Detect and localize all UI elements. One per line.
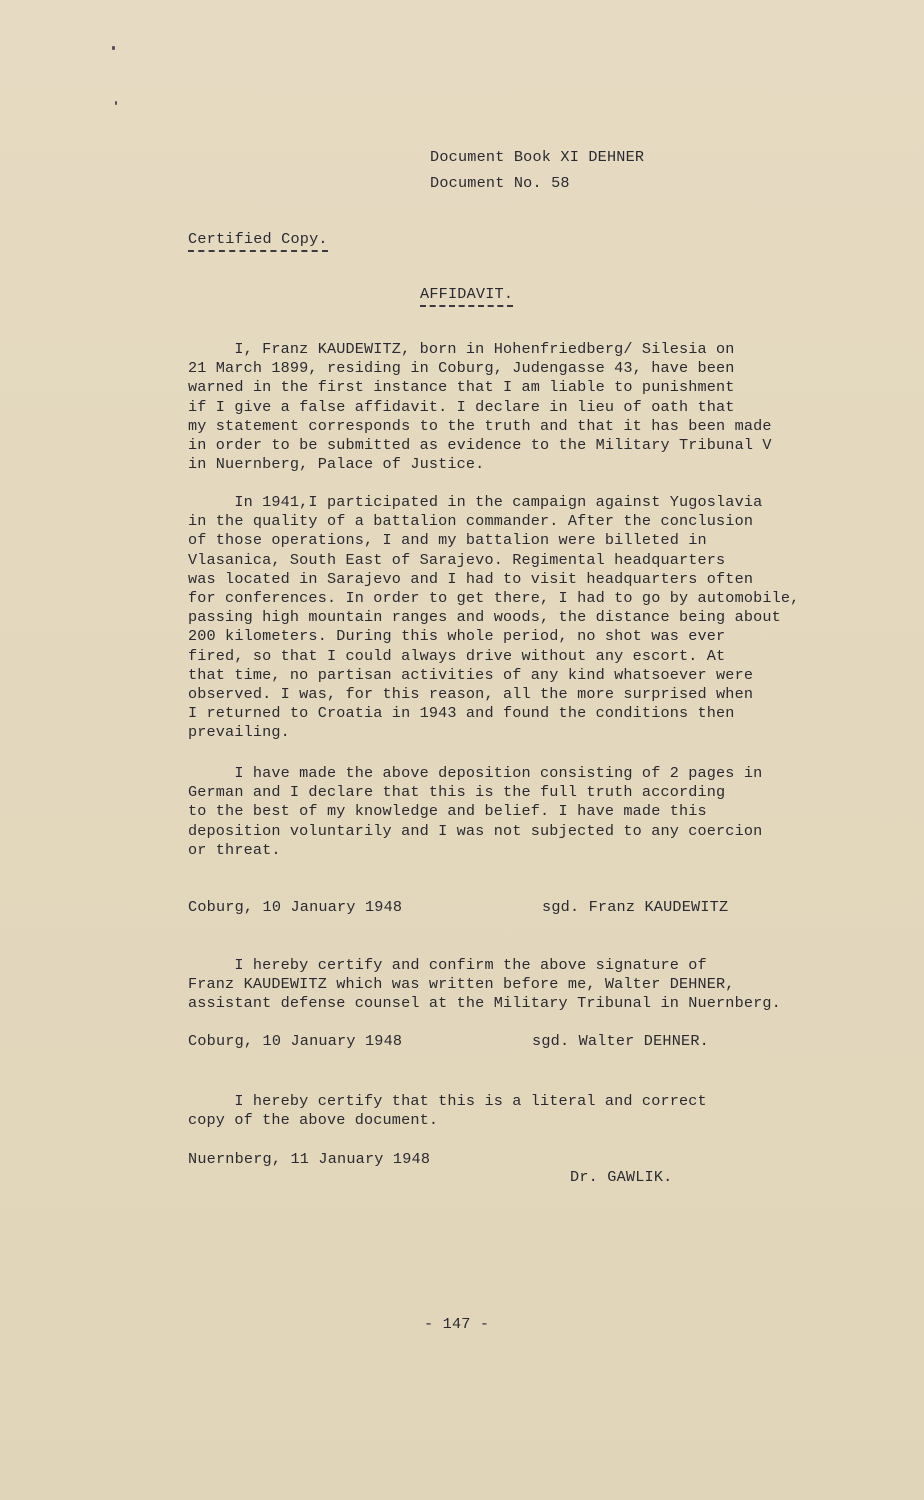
text-line: I, Franz KAUDEWITZ, born in Hohenfriedberg/ Silesia on	[188, 340, 735, 358]
text-line: Vlasanica, South East of Sarajevo. Regimental headquarters	[188, 550, 726, 569]
certified-copy-text: Certified Copy.	[188, 230, 328, 252]
document-number-heading: Document No. 58	[430, 174, 570, 192]
text-line: In 1941,I participated in the campaign against Yugoslavia	[188, 493, 763, 511]
text-line: I hereby certify that this is a literal and correct	[188, 1092, 707, 1110]
certified-copy-label	[188, 230, 328, 249]
text-line: in the quality of a battalion commander. After the conclusion	[188, 512, 754, 531]
paragraph-copy-certification	[188, 1092, 828, 1130]
text-line: prevailing.	[188, 723, 290, 742]
copy-place-date: Nuernberg, 11 January 1948	[188, 1150, 431, 1168]
paper-speck	[112, 46, 115, 50]
text-line: assistant defense counsel at the Military Tribunal in Nuernberg.	[188, 994, 781, 1013]
signature-certifier: sgd. Walter DEHNER.	[532, 1032, 709, 1050]
paragraph-deposition	[188, 764, 828, 860]
text-line: fired, so that I could always drive without any escort. At	[188, 646, 726, 665]
page-number: - 147 -	[424, 1315, 490, 1333]
text-line: in Nuernberg, Palace of Justice.	[188, 455, 485, 474]
paragraph-campaign	[188, 493, 828, 742]
document-book-heading: Document Book XI DEHNER	[430, 148, 645, 166]
text-line: for conferences. In order to get there, I had to go by automobile,	[188, 588, 800, 607]
text-line: in order to be submitted as evidence to the Military Tribunal V	[188, 435, 772, 454]
text-line: passing high mountain ranges and woods, the distance being about	[188, 608, 781, 627]
text-line: deposition voluntarily and I was not subjected to any coercion	[188, 821, 763, 840]
text-line: 21 March 1899, residing in Coburg, Judengasse 43, have been	[188, 359, 735, 378]
text-line: that time, no partisan activities of any kind whatsoever were	[188, 665, 754, 684]
text-line: of those operations, I and my battalion were billeted in	[188, 531, 707, 550]
paragraph-declaration	[188, 340, 828, 474]
text-line: German and I declare that this is the full truth according	[188, 783, 726, 802]
text-line: Franz KAUDEWITZ which was written before me, Walter DEHNER,	[188, 975, 735, 994]
text-line: I have made the above deposition consisting of 2 pages in	[188, 764, 763, 782]
paper-speck	[115, 101, 117, 105]
signature-gawlik: Dr. GAWLIK.	[570, 1168, 673, 1186]
text-line: I hereby certify and confirm the above signature of	[188, 956, 707, 974]
text-line: warned in the first instance that I am liable to punishment	[188, 378, 735, 397]
paragraph-signature-certification	[188, 956, 828, 1014]
text-line: was located in Sarajevo and I had to visit headquarters often	[188, 569, 754, 588]
signature-affiant: sgd. Franz KAUDEWITZ	[542, 898, 729, 916]
text-line: observed. I was, for this reason, all the more surprised when	[188, 684, 754, 703]
text-line: to the best of my knowledge and belief. I have made this	[188, 802, 707, 821]
affidavit-title-text: AFFIDAVIT.	[420, 285, 513, 307]
text-line: or threat.	[188, 840, 281, 859]
text-line: my statement corresponds to the truth and that it has been made	[188, 416, 772, 435]
text-line: 200 kilometers. During this whole period, no shot was ever	[188, 627, 726, 646]
text-line: if I give a false affidavit. I declare in lieu of oath that	[188, 397, 735, 416]
affidavit-title	[420, 285, 513, 304]
text-line: I returned to Croatia in 1943 and found the conditions then	[188, 704, 735, 723]
text-line: copy of the above document.	[188, 1111, 439, 1130]
certifier-place-date: Coburg, 10 January 1948	[188, 1032, 403, 1050]
signature-place-date: Coburg, 10 January 1948	[188, 898, 403, 916]
